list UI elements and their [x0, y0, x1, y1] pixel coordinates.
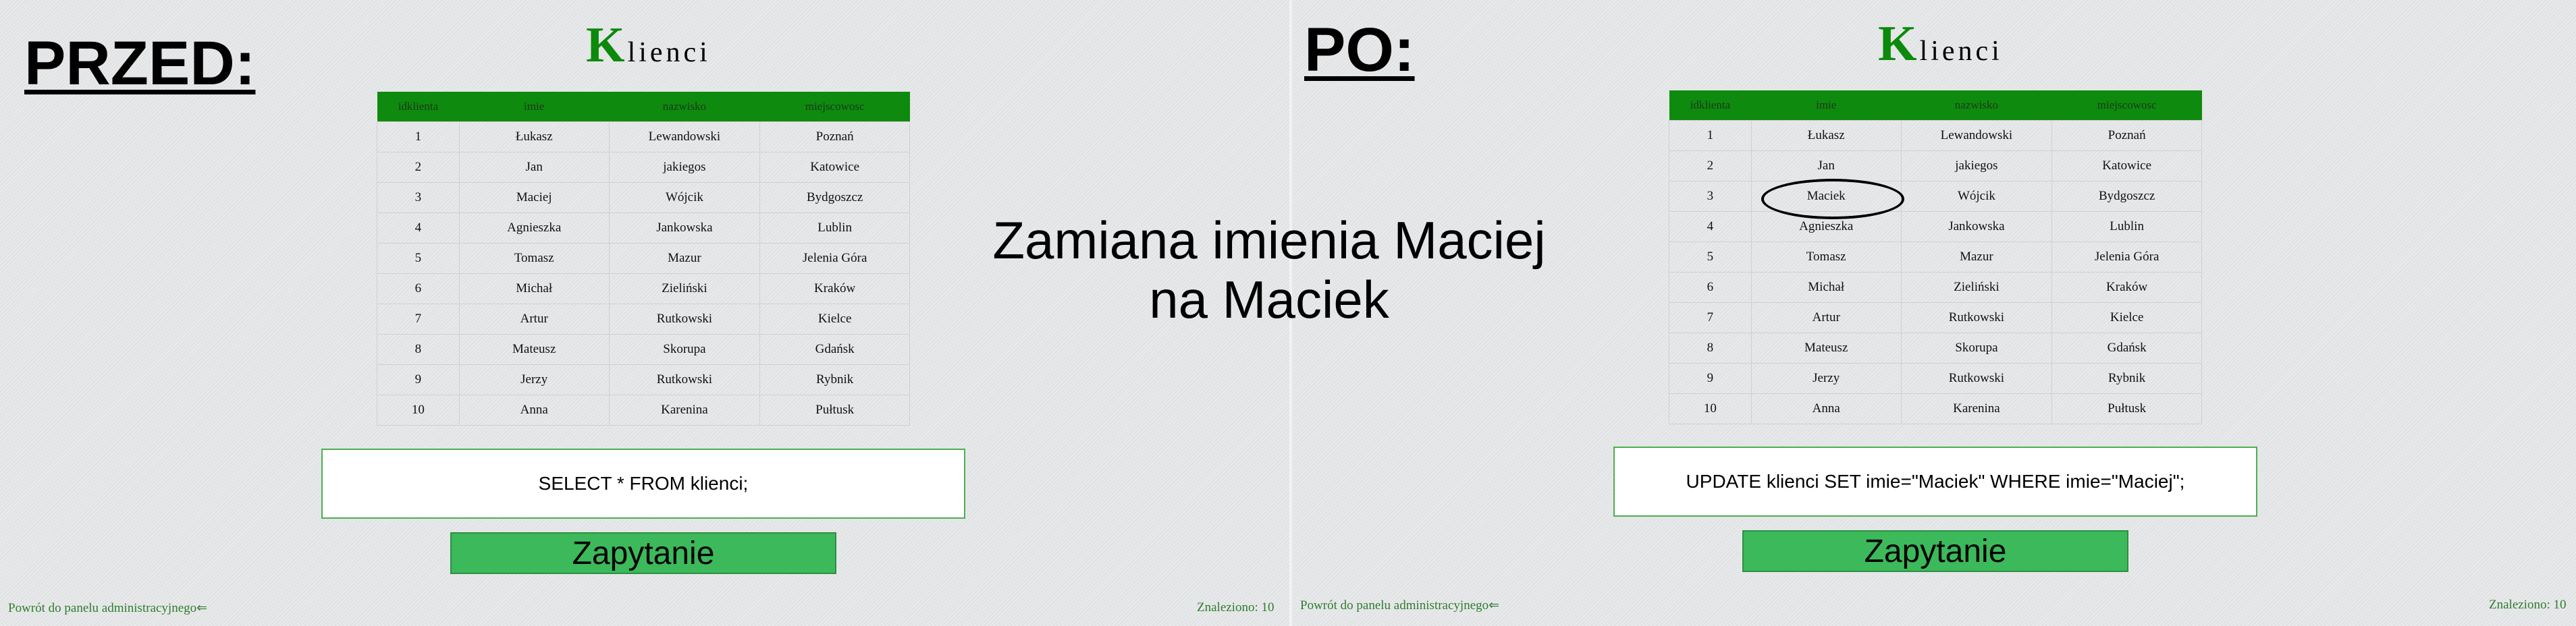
table-row	[377, 122, 910, 152]
table-cell: Pułtusk	[2052, 394, 2202, 424]
table-cell: Kraków	[2052, 273, 2202, 303]
table-cell: 7	[377, 304, 460, 335]
table-cell: Karenina	[1901, 394, 2052, 424]
table-cell: Michał	[1751, 273, 1901, 303]
table-cell: Gdańsk	[760, 335, 910, 365]
table-cell: Rutkowski	[1901, 303, 2052, 333]
table-cell: Kraków	[760, 274, 910, 304]
table-cell: Katowice	[2052, 151, 2202, 181]
table-cell: Tomasz	[459, 244, 609, 274]
table-cell: Katowice	[760, 152, 910, 183]
table-cell: jakiegos	[609, 152, 760, 183]
table-row	[1669, 151, 2202, 181]
table-cell: Maciek	[1751, 181, 1901, 212]
table-cell: Zieliński	[1901, 273, 2052, 303]
table-cell: Tomasz	[1751, 242, 1901, 273]
column-header[interactable]: miejscowosc	[2052, 90, 2202, 121]
table-cell: Artur	[459, 304, 609, 335]
table-row	[377, 244, 910, 274]
table-row	[377, 152, 910, 183]
table-cell: 1	[1669, 121, 1752, 151]
table-cell: 4	[377, 213, 460, 244]
clients-table	[1669, 90, 2202, 424]
table-cell: Jelenia Góra	[2052, 242, 2202, 273]
table-cell: 9	[1669, 364, 1752, 394]
before-label: PRZED:	[24, 29, 256, 98]
table-cell: Poznań	[760, 122, 910, 152]
table-row	[1669, 333, 2202, 364]
results-count: Znaleziono: 10	[2489, 598, 2567, 612]
table-cell: Mazur	[609, 244, 760, 274]
table-cell: 4	[1669, 212, 1752, 242]
back-to-admin-link[interactable]: Powrót do panelu administracyjnego⇐	[8, 601, 208, 615]
table-cell: 5	[377, 244, 460, 274]
column-header[interactable]: imie	[459, 92, 609, 122]
table-cell: Bydgoszcz	[760, 183, 910, 213]
table-cell: Karenina	[609, 395, 760, 426]
submit-query-button[interactable]: Zapytanie	[1742, 530, 2128, 572]
table-cell: Kielce	[2052, 303, 2202, 333]
table-cell: Jankowska	[609, 213, 760, 244]
table-cell: Lublin	[760, 213, 910, 244]
table-cell: Mazur	[1901, 242, 2052, 273]
table-row	[1669, 212, 2202, 242]
table-cell: Kielce	[760, 304, 910, 335]
caption-line: na Maciek	[1149, 270, 1389, 329]
table-cell: Jan	[1751, 151, 1901, 181]
table-row	[1669, 394, 2202, 424]
after-label: PO:	[1304, 16, 1415, 84]
table-row	[377, 395, 910, 426]
table-cell: Mateusz	[459, 335, 609, 365]
table-row	[377, 183, 910, 213]
table-cell: Rutkowski	[609, 365, 760, 395]
table-row	[377, 335, 910, 365]
table-cell: Pułtusk	[760, 395, 910, 426]
submit-query-button[interactable]: Zapytanie	[450, 532, 836, 574]
table-cell: Rutkowski	[1901, 364, 2052, 394]
table-cell: Jan	[459, 152, 609, 183]
table-row	[377, 274, 910, 304]
page-title	[1878, 16, 2003, 72]
table-cell: 9	[377, 365, 460, 395]
table-cell: Rutkowski	[609, 304, 760, 335]
page-title	[586, 18, 711, 73]
clients-table	[377, 92, 910, 426]
query-input[interactable]: UPDATE klienci SET imie="Maciek" WHERE imie="Maciej";	[1613, 447, 2257, 517]
table-cell: 2	[377, 152, 460, 183]
table-cell: Lublin	[2052, 212, 2202, 242]
table-cell: Lewandowski	[609, 122, 760, 152]
table-row	[1669, 181, 2202, 212]
caption-line: Zamiana imienia Maciej	[992, 210, 1546, 270]
logo-letter: K	[1878, 16, 1917, 72]
query-input[interactable]: SELECT * FROM klienci;	[321, 449, 965, 519]
table-row	[1669, 303, 2202, 333]
table-cell: 6	[377, 274, 460, 304]
table-cell: Skorupa	[1901, 333, 2052, 364]
table-cell: 3	[377, 183, 460, 213]
table-cell: Mateusz	[1751, 333, 1901, 364]
table-cell: Jerzy	[1751, 364, 1901, 394]
table-cell: 10	[1669, 394, 1752, 424]
table-cell: 7	[1669, 303, 1752, 333]
table-cell: Zieliński	[609, 274, 760, 304]
table-cell: Jankowska	[1901, 212, 2052, 242]
table-cell: Skorupa	[609, 335, 760, 365]
table-cell: 2	[1669, 151, 1752, 181]
table-cell: Agnieszka	[1751, 212, 1901, 242]
table-cell: 3	[1669, 181, 1752, 212]
table-cell: 1	[377, 122, 460, 152]
table-cell: Anna	[1751, 394, 1901, 424]
table-row	[1669, 273, 2202, 303]
table-cell: Michał	[459, 274, 609, 304]
table-header-row	[1669, 90, 2202, 121]
table-row	[1669, 364, 2202, 394]
column-header[interactable]: nazwisko	[609, 92, 760, 122]
table-row	[1669, 121, 2202, 151]
table-cell: 10	[377, 395, 460, 426]
table-cell: 6	[1669, 273, 1752, 303]
column-header[interactable]: miejscowosc	[760, 92, 910, 122]
table-cell: Rybnik	[2052, 364, 2202, 394]
table-cell: Jelenia Góra	[760, 244, 910, 274]
table-cell: Agnieszka	[459, 213, 609, 244]
table-row	[377, 365, 910, 395]
results-count: Znaleziono: 10	[1197, 600, 1274, 615]
column-header[interactable]: idklienta	[1669, 90, 1752, 121]
table-cell: Lewandowski	[1901, 121, 2052, 151]
table-cell: 8	[1669, 333, 1752, 364]
table-cell: jakiegos	[1901, 151, 2052, 181]
table-header-row	[377, 92, 910, 122]
table-cell: Gdańsk	[2052, 333, 2202, 364]
change-description	[972, 210, 1566, 329]
column-header[interactable]: nazwisko	[1901, 90, 2052, 121]
back-to-admin-link[interactable]: Powrót do panelu administracyjnego⇐	[1300, 598, 1500, 613]
table-cell: Bydgoszcz	[2052, 181, 2202, 212]
table-row	[377, 213, 910, 244]
table-cell: Anna	[459, 395, 609, 426]
page-title-text: lienci	[1919, 36, 2003, 67]
table-cell: Rybnik	[760, 365, 910, 395]
table-cell: Łukasz	[459, 122, 609, 152]
column-header[interactable]: idklienta	[377, 92, 460, 122]
table-cell: Wójcik	[1901, 181, 2052, 212]
table-cell: Poznań	[2052, 121, 2202, 151]
table-cell: Maciej	[459, 183, 609, 213]
table-cell: 5	[1669, 242, 1752, 273]
table-cell: Artur	[1751, 303, 1901, 333]
table-cell: 8	[377, 335, 460, 365]
table-row	[377, 304, 910, 335]
page-title-text: lienci	[627, 37, 711, 68]
table-cell: Łukasz	[1751, 121, 1901, 151]
table-cell: Jerzy	[459, 365, 609, 395]
logo-letter: K	[586, 18, 625, 73]
table-cell: Wójcik	[609, 183, 760, 213]
table-row	[1669, 242, 2202, 273]
column-header[interactable]: imie	[1751, 90, 1901, 121]
